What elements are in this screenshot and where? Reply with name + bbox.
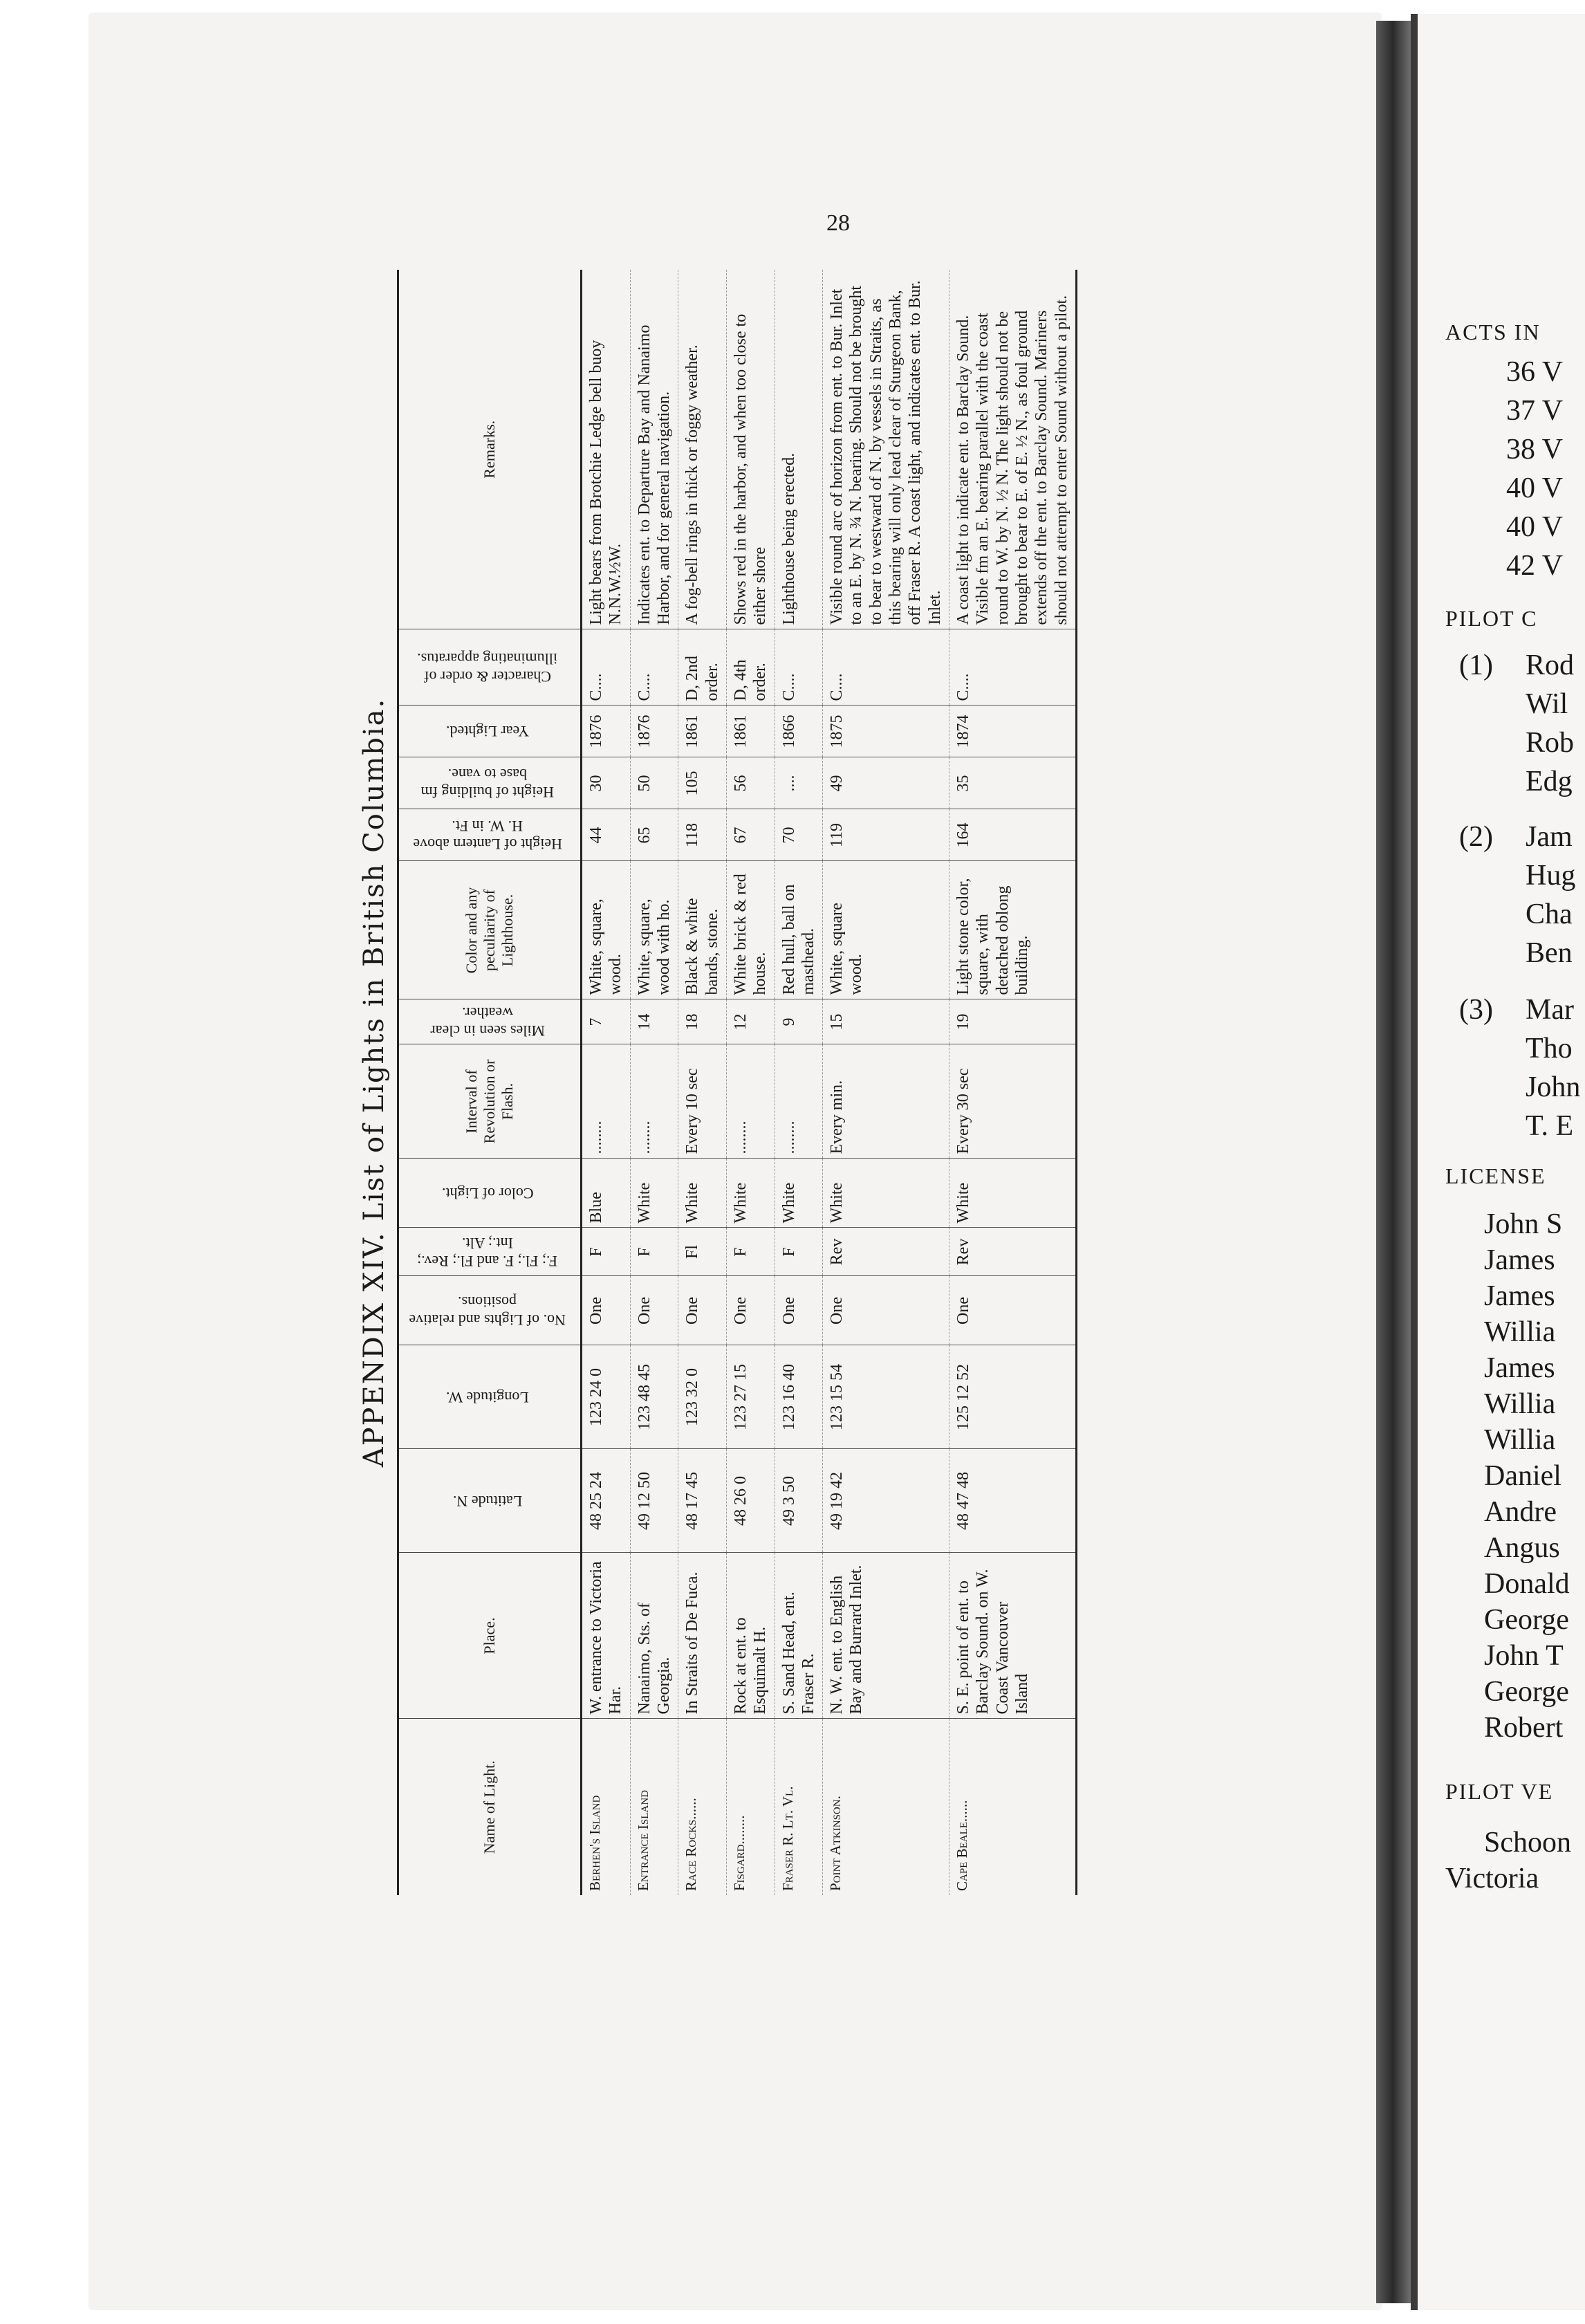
header-latitude: Latitude N.: [398, 1449, 582, 1553]
right-numbered-item: 38 V: [1506, 434, 1564, 465]
cell-character: C....: [582, 629, 631, 706]
licensed-name: John T: [1484, 1640, 1564, 1672]
cell-height: 56: [726, 757, 775, 809]
cell-lights: One: [582, 1276, 631, 1345]
table-row: [630, 270, 678, 1895]
header-lights: No. of Lights and relative positions.: [398, 1276, 582, 1345]
header-miles: Miles seen in clear weather.: [398, 999, 582, 1044]
cell-color: Blue: [582, 1159, 631, 1228]
cell-lights: One: [775, 1276, 823, 1345]
cell-height: 30: [582, 757, 631, 809]
header-color: Color of Light.: [398, 1159, 582, 1228]
table-row: [775, 270, 823, 1895]
cell-lantern: 70: [775, 809, 823, 861]
header-longitude: Longitude W.: [398, 1345, 582, 1449]
licensed-name: James: [1484, 1280, 1555, 1312]
cell-color: White: [678, 1159, 727, 1228]
cell-remarks: A coast light to indicate ent. to Barclay Sound. Visible fm an E. bearing parallel with the coast round to W. by N. ½ N. The light should not be brought to bear to E. of E. ½ N., as foul ground extends off the ent. to Barclay Sound. Mariners should not attempt to enter Sound without a pilot.: [949, 270, 1077, 629]
cell-miles: 7: [582, 999, 631, 1044]
cell-year: 1861: [726, 706, 775, 757]
cell-lantern: 119: [823, 809, 949, 861]
cell-fixed: F: [775, 1228, 823, 1276]
cell-character: D, 4th order.: [726, 629, 775, 706]
group-name: Rod: [1526, 649, 1575, 681]
rotated-table-region: [358, 270, 1396, 1895]
right-numbered-item: 42 V: [1506, 550, 1564, 582]
cell-lighthouse: White, square, wood.: [582, 861, 631, 999]
right-numbered-item: 36 V: [1506, 356, 1564, 388]
table-header-row: [398, 270, 582, 1895]
cell-lantern: 118: [678, 809, 727, 861]
cell-height: 105: [678, 757, 727, 809]
cell-name: Point Atkinson.: [823, 1719, 949, 1895]
cell-interval: ........: [630, 1044, 678, 1159]
header-fixed: F.; Fl.; F. and Fl.; Rev.; Int.; Alt.: [398, 1228, 582, 1276]
cell-year: 1876: [630, 706, 678, 757]
cell-place: W. entrance to Victoria Har.: [582, 1553, 631, 1719]
cell-name: Cape Beale......: [949, 1719, 1077, 1895]
cell-lighthouse: White, square wood.: [823, 861, 949, 999]
cell-lighthouse: Black & white bands, stone.: [678, 861, 727, 999]
cell-year: 1861: [678, 706, 727, 757]
right-numbered-item: 40 V: [1506, 511, 1564, 543]
cell-height: 35: [949, 757, 1077, 809]
cell-remarks: Indicates ent. to Departure Bay and Nanaimo Harbor, and for general navigation.: [630, 270, 678, 629]
cell-lights: One: [949, 1276, 1077, 1345]
cell-miles: 12: [726, 999, 775, 1044]
cell-lighthouse: Light stone color, square, with detached oblong building.: [949, 861, 1077, 999]
cell-interval: Every 30 sec: [949, 1044, 1077, 1159]
cell-miles: 15: [823, 999, 949, 1044]
cell-year: 1876: [582, 706, 631, 757]
header-year: Year Lighted.: [398, 706, 582, 757]
group-name: Rob: [1526, 727, 1575, 759]
cell-character: D, 2nd order.: [678, 629, 727, 706]
cell-longitude: 123 24 0: [582, 1345, 631, 1449]
cell-lights: One: [630, 1276, 678, 1345]
cell-name: Fisgard........: [726, 1719, 775, 1895]
table-row: [582, 270, 631, 1895]
lights-table: [397, 270, 1077, 1895]
cell-interval: ........: [775, 1044, 823, 1159]
cell-fixed: Fl: [678, 1228, 727, 1276]
header-lantern: Height of Lantern above H. W. in Ft.: [398, 809, 582, 861]
cell-place: N. W. ent. to English Bay and Burrard Inlet.: [823, 1553, 949, 1719]
cell-remarks: Light bears from Brotchie Ledge bell buoy N.N.W.½W.: [582, 270, 631, 629]
cell-longitude: 123 32 0: [678, 1345, 727, 1449]
cell-miles: 14: [630, 999, 678, 1044]
cell-place: Rock at ent. to Esquimalt H.: [726, 1553, 775, 1719]
licensed-name: John S: [1484, 1208, 1563, 1240]
cell-latitude: 49 3 50: [775, 1449, 823, 1553]
right-numbered-item: 40 V: [1506, 472, 1564, 504]
licensed-name: George: [1484, 1604, 1569, 1636]
licensed-name: Donald: [1484, 1568, 1570, 1600]
cell-fixed: Rev: [949, 1228, 1077, 1276]
cell-color: White: [823, 1159, 949, 1228]
cell-latitude: 49 19 42: [823, 1449, 949, 1553]
cell-remarks: Lighthouse being erected.: [775, 270, 823, 629]
group-name: Mar: [1526, 994, 1574, 1026]
licensed-name: Robert: [1484, 1712, 1564, 1744]
cell-longitude: 123 16 40: [775, 1345, 823, 1449]
cell-fixed: F: [582, 1228, 631, 1276]
right-numbered-item: 37 V: [1506, 395, 1564, 427]
licensed-name: James: [1484, 1352, 1555, 1384]
cell-year: 1874: [949, 706, 1077, 757]
cell-interval: Every 10 sec: [678, 1044, 727, 1159]
cell-color: White: [949, 1159, 1077, 1228]
cell-lantern: 164: [949, 809, 1077, 861]
cell-longitude: 123 27 15: [726, 1345, 775, 1449]
cell-remarks: Shows red in the harbor, and when too close to either shore: [726, 270, 775, 629]
tail-line: Schoon: [1484, 1827, 1571, 1859]
cell-latitude: 48 17 45: [678, 1449, 727, 1553]
cell-remarks: Visible round arc of horizon from ent. to Bur. Inlet to an E. by N. ¾ N. bearing. Should not be brought to bear to westward of N. by vessels in Straits, as this bearing will only lead clear of Sturgeon Bank, off Fraser R. A coast light, and indicates ent. to Bur. Inlet.: [823, 270, 949, 629]
table-row: [949, 270, 1077, 1895]
cell-place: In Straits of De Fuca.: [678, 1553, 727, 1719]
cell-lantern: 44: [582, 809, 631, 861]
cell-character: C....: [949, 629, 1077, 706]
cell-interval: ........: [582, 1044, 631, 1159]
page-title: APPENDIX XIV. List of Lights in British Columbia.: [358, 697, 390, 1468]
header-place: Place.: [398, 1553, 582, 1719]
header-character: Character & order of illuminating apparatus.: [398, 629, 582, 706]
group-name: Wil: [1526, 688, 1568, 720]
cell-name: Race Rocks......: [678, 1719, 727, 1895]
table-row: [726, 270, 775, 1895]
cell-miles: 9: [775, 999, 823, 1044]
cell-latitude: 48 25 24: [582, 1449, 631, 1553]
cell-latitude: 49 12 50: [630, 1449, 678, 1553]
page-edge: [1411, 14, 1418, 2310]
header-height: Height of building fm base to vane.: [398, 757, 582, 809]
right-heading-pilot-vessel: PILOT VE: [1445, 1779, 1554, 1804]
cell-lighthouse: White, square, wood with ho.: [630, 861, 678, 999]
cell-character: C....: [775, 629, 823, 706]
licensed-name: Daniel: [1484, 1460, 1561, 1492]
licensed-name: Willia: [1484, 1316, 1556, 1348]
header-interval: Interval of Revolution or Flash.: [398, 1044, 582, 1159]
cell-fixed: F: [726, 1228, 775, 1276]
group-name: Cha: [1526, 898, 1573, 930]
cell-lighthouse: White brick & red house.: [726, 861, 775, 999]
cell-miles: 19: [949, 999, 1077, 1044]
page-number: 28: [826, 210, 850, 236]
cell-lantern: 67: [726, 809, 775, 861]
table-row: [823, 270, 949, 1895]
cell-year: 1875: [823, 706, 949, 757]
right-heading-acts: ACTS IN: [1445, 320, 1541, 344]
cell-place: S. E. point of ent. to Barclay Sound. on W. Coast Vancouver Island: [949, 1553, 1077, 1719]
header-name: Name of Light.: [398, 1719, 582, 1895]
cell-place: S. Sand Head, ent. Fraser R.: [775, 1553, 823, 1719]
cell-character: C....: [823, 629, 949, 706]
cell-name: Entrance Island: [630, 1719, 678, 1895]
cell-interval: ........: [726, 1044, 775, 1159]
cell-color: White: [726, 1159, 775, 1228]
cell-miles: 18: [678, 999, 727, 1044]
cell-lantern: 65: [630, 809, 678, 861]
cell-height: 50: [630, 757, 678, 809]
right-heading-pilot: PILOT C: [1445, 606, 1538, 631]
licensed-name: Angus: [1484, 1532, 1560, 1564]
table-row: [678, 270, 727, 1895]
cell-fixed: F: [630, 1228, 678, 1276]
cell-height: ....: [775, 757, 823, 809]
cell-place: Nanaimo, Sts. of Georgia.: [630, 1553, 678, 1719]
licensed-name: Andre: [1484, 1496, 1557, 1528]
licensed-name: George: [1484, 1676, 1569, 1708]
cell-name: Berhen's Island: [582, 1719, 631, 1895]
cell-lighthouse: Red hull, ball on masthead.: [775, 861, 823, 999]
group-name: Ben: [1526, 937, 1573, 969]
group-marker: (2): [1459, 821, 1493, 853]
cell-color: White: [630, 1159, 678, 1228]
cell-lights: One: [726, 1276, 775, 1345]
cell-longitude: 123 48 45: [630, 1345, 678, 1449]
group-name: Tho: [1526, 1033, 1573, 1064]
group-marker: (1): [1459, 649, 1493, 681]
cell-color: White: [775, 1159, 823, 1228]
cell-latitude: 48 47 48: [949, 1449, 1077, 1553]
cell-height: 49: [823, 757, 949, 809]
cell-lights: One: [823, 1276, 949, 1345]
cell-latitude: 48 26 0: [726, 1449, 775, 1553]
tail-line: Victoria: [1445, 1863, 1539, 1894]
licensed-name: Willia: [1484, 1424, 1556, 1456]
group-name: T. E: [1526, 1110, 1574, 1142]
right-heading-licensed: LICENSE: [1445, 1163, 1546, 1188]
cell-year: 1866: [775, 706, 823, 757]
cell-longitude: 125 12 52: [949, 1345, 1077, 1449]
cell-longitude: 123 15 54: [823, 1345, 949, 1449]
cell-interval: Every min.: [823, 1044, 949, 1159]
cell-lights: One: [678, 1276, 727, 1345]
group-marker: (3): [1459, 994, 1493, 1026]
group-name: Edg: [1526, 766, 1573, 797]
licensed-name: James: [1484, 1244, 1555, 1276]
licensed-name: Willia: [1484, 1388, 1556, 1420]
group-name: John: [1526, 1071, 1581, 1103]
group-name: Hug: [1526, 860, 1576, 892]
group-name: Jam: [1526, 821, 1573, 853]
cell-character: C....: [630, 629, 678, 706]
header-remarks: Remarks.: [398, 270, 582, 629]
cell-fixed: Rev: [823, 1228, 949, 1276]
header-lighthouse: Color and any peculiarity of Lighthouse.: [398, 861, 582, 999]
cell-name: Fraser R. Lt. Vl.: [775, 1719, 823, 1895]
cell-remarks: A fog-bell rings in thick or foggy weather.: [678, 270, 727, 629]
